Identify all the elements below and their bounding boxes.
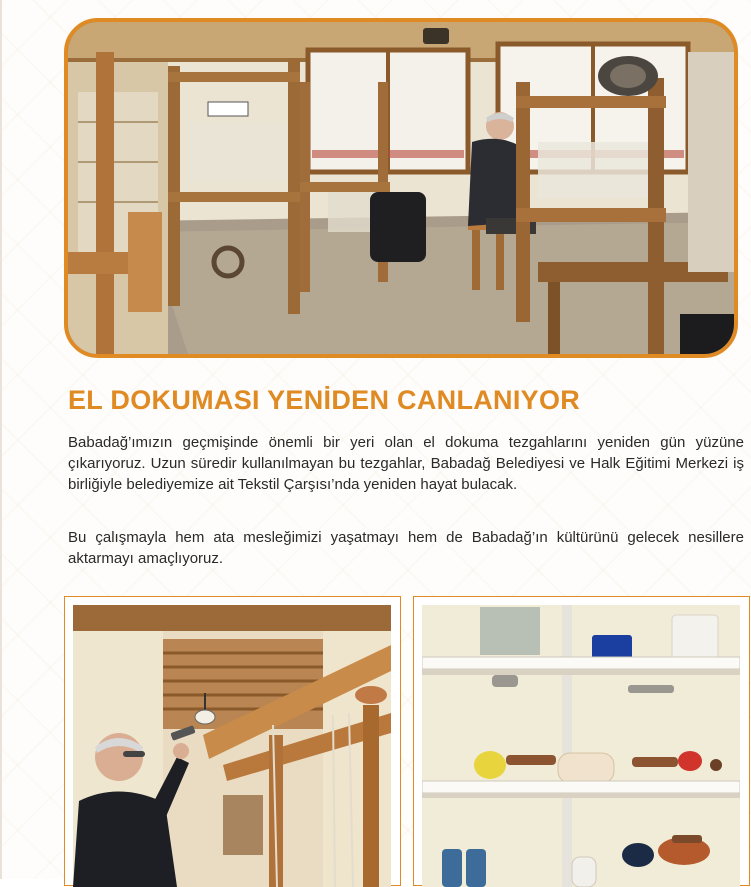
page-edge bbox=[0, 0, 2, 879]
article-paragraph-2: Bu çalışmayla hem ata mesleğimizi yaşatmayı hem de Babadağ’ın kültürünü gelecek nesillere aktarmayı amaçlıyoruz. bbox=[68, 529, 744, 567]
hero-photo-looms bbox=[64, 18, 738, 358]
article-paragraph-1: Babadağ’ımızın geçmişinde önemli bir yeri olan el dokuma tezgahlarını yeniden gün yüzüne çıkarıyoruz. Uzun süredir kullanılmayan bu tezgahlar, Babadağ Belediyesi ve Halk Eğitimi Merkezi iş birliğiyle belediyemize ait Tekstil Çarşısı’nda yeniden hayat bulacak. bbox=[68, 434, 744, 493]
article-headline: EL DOKUMASI YENİDEN CANLANIYOR bbox=[68, 385, 581, 415]
photo-yarn-shelves bbox=[413, 596, 750, 886]
photo-man-at-loom bbox=[64, 596, 401, 886]
